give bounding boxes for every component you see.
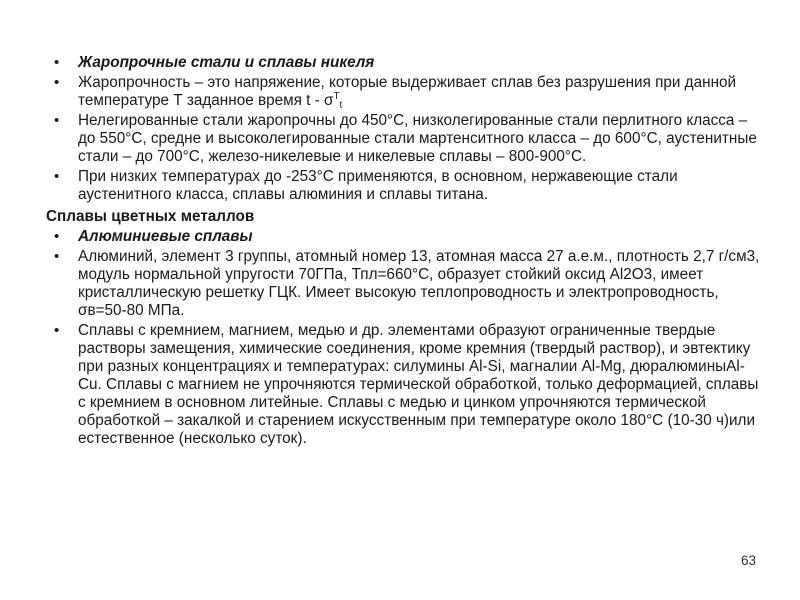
list-item-text: Алюминий, элемент 3 группы, атомный номер 13, атомная масса 27 а.е.м., плотность 2,7 г/см3, модуль нормальной упругости 70ГПа, Тпл=660°С, образует стойкий оксид Al2O3, имеет кристаллическую решетку ГЦК. Имеет высокую теплопроводность и электропроводность, σв=50-80 МПа. xyxy=(78,248,760,319)
section-heading: Сплавы цветных металлов xyxy=(46,208,255,225)
bullet-icon: • xyxy=(54,248,60,265)
bullet-icon: • xyxy=(54,54,60,71)
sigma-subscript: t xyxy=(339,100,343,111)
list-item-text: При низких температурах до -253°С применяются, в основном, нержавеющие стали аустенитного класса, сплавы алюминия и сплавы титана. xyxy=(78,168,678,203)
subsection-title-aluminum: Алюминиевые сплавы xyxy=(78,228,253,245)
bullet-icon: • xyxy=(54,74,60,91)
sigma-superscript: T xyxy=(333,91,340,102)
list-item xyxy=(52,322,764,448)
bullet-icon: • xyxy=(54,168,60,185)
page-number: 63 xyxy=(741,553,757,568)
bullet-list-section-1 xyxy=(52,54,764,204)
bullet-icon: • xyxy=(54,228,60,245)
list-item xyxy=(52,112,764,166)
list-item-text: Сплавы с кремнием, магнием, медью и др. элементами образуют ограниченные твердые растворы замещения, химические соединения, кроме кремния (твердый раствор), и эвтектику при разных концентрациях и температурах: силумины Al-Si, магналии Al-Mg, дюралюминыAl-Cu. Сплавы с магнием не упрочняются термической обработкой, только деформацией, сплавы с кремнием в основном литейные. Сплавы с медью и цинком упрочняются термической обработкой – закалкой и старением искусственным при температуре около 180°С (10-30 ч)или естественное (несколько суток). xyxy=(78,322,759,447)
list-item-text: Нелегированные стали жаропрочны до 450°С, низколегированные стали перлитного класса – до 550°С, средне и высоколегированные стали мартенситного класса – до 600°С, аустенитные стали – до 700°С, железо-никелевые и никелевые сплавы – 800-900°С. xyxy=(78,112,757,165)
list-item xyxy=(52,74,764,110)
subsection-title-heat-resistant: Жаропрочные стали и сплавы никеля xyxy=(78,54,375,71)
definition-text: Жаропрочность – это напряжение, которые выдерживает сплав без разрушения при данной температуре Т заданное время t - σ xyxy=(78,74,737,109)
list-item xyxy=(52,168,764,204)
list-item xyxy=(52,228,764,246)
bullet-list-section-2 xyxy=(52,228,764,448)
list-item xyxy=(52,248,764,320)
bullet-icon: • xyxy=(54,112,60,129)
list-item xyxy=(52,54,764,72)
bullet-icon: • xyxy=(54,322,60,339)
slide-content xyxy=(46,54,764,450)
